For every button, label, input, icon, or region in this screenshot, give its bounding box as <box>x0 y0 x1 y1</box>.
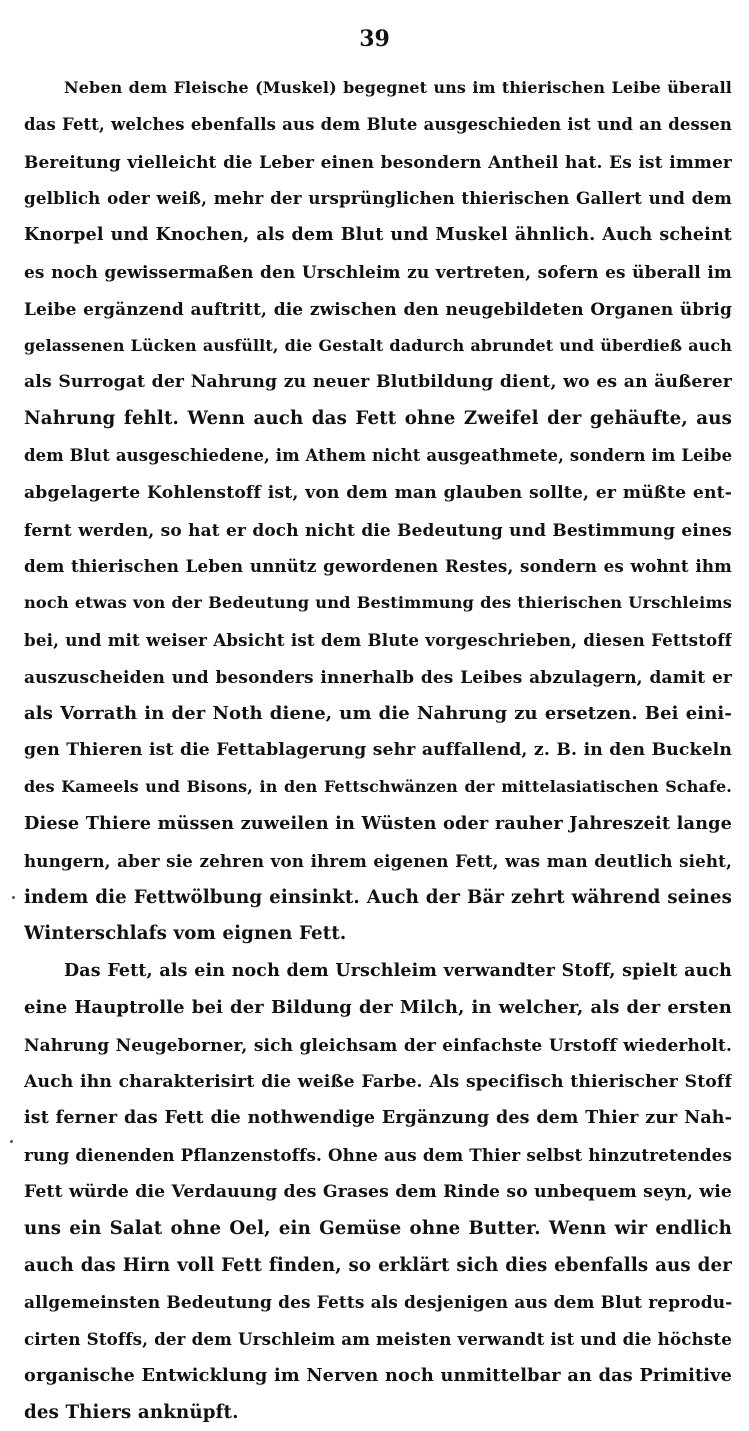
text-line: gen Thieren ist die Fettablagerung sehr auffallend, z. B. in den Buckeln <box>24 740 732 761</box>
text-line: dem thierischen Leben unnütz gewordenen Restes, sondern es wohnt ihm <box>24 556 732 577</box>
text-line: gelassenen Lücken ausfüllt, die Gestalt dadurch abrundet und überdieß auch <box>24 335 732 355</box>
paragraph-1 <box>24 70 732 953</box>
text-line: cirten Stoffs, der dem Urschleim am meisten verwandt ist und die höchste <box>24 1329 732 1350</box>
text-line: dem Blut ausgeschiedene, im Athem nicht ausgeathmete, sondern im Leibe <box>24 445 732 465</box>
text-line: Bereitung vielleicht die Leber einen besondern Antheil hat. Es ist immer <box>24 151 732 172</box>
text-line: auszuscheiden und besonders innerhalb des Leibes abzulagern, damit er <box>24 666 732 687</box>
text-line: bei, und mit weiser Absicht ist dem Blute vorgeschrieben, diesen Fettstoff <box>24 629 732 650</box>
text-line: fernt werden, so hat er doch nicht die Bedeutung und Bestimmung eines <box>24 519 732 540</box>
text-line: des Kameels und Bisons, in den Fettschwänzen der mittelasiatischen Schafe. <box>24 777 732 797</box>
page-number: 39 <box>359 26 390 52</box>
text-line: Nahrung Neugeborner, sich gleichsam der einfachste Urstoff wiederholt. <box>24 1034 732 1055</box>
text-line: hungern, aber sie zehren von ihrem eigenen Fett, was man deutlich sieht, <box>24 850 732 871</box>
text-line: als Surrogat der Nahrung zu neuer Blutbildung dient, wo es an äußerer <box>24 372 732 393</box>
text-line: Nahrung fehlt. Wenn auch das Fett ohne Zweifel der gehäufte, aus <box>24 408 732 430</box>
text-line: des Thiers anknüpft. <box>24 1401 239 1423</box>
text-line: auch das Hirn voll Fett finden, so erklärt sich dies ebenfalls aus der <box>24 1254 732 1276</box>
text-line: Das Fett, als ein noch dem Urschleim verwandter Stoff, spielt auch <box>64 961 732 982</box>
text-line: Winterschlafs vom eignen Fett. <box>24 923 347 945</box>
text-line: abgelagerte Kohlenstoff ist, von dem man glauben sollte, er müßte ent- <box>24 482 732 503</box>
text-line: Fett würde die Verdauung des Grases dem Rinde so unbequem seyn, wie <box>24 1181 732 1202</box>
body-text <box>24 70 732 1431</box>
text-line: Knorpel und Knochen, als dem Blut und Muskel ähnlich. Auch scheint <box>24 225 732 246</box>
text-line: es noch gewissermaßen den Urschleim zu vertreten, sofern es überall im <box>24 261 732 282</box>
text-line: als Vorrath in der Noth diene, um die Nahrung zu ersetzen. Bei eini- <box>24 702 732 724</box>
text-line: das Fett, welches ebenfalls aus dem Blute ausgeschieden ist und an dessen <box>24 114 732 134</box>
print-speck <box>12 896 15 899</box>
text-line: gelblich oder weiß, mehr der ursprünglichen thierischen Gallert und dem <box>24 188 732 209</box>
paragraph-2 <box>24 953 732 1431</box>
text-line: eine Hauptrolle bei der Bildung der Milch, in welcher, als der ersten <box>24 996 732 1018</box>
text-line: indem die Fettwölbung einsinkt. Auch der Bär zehrt während seines <box>24 886 732 908</box>
text-line: uns ein Salat ohne Oel, ein Gemüse ohne Butter. Wenn wir endlich <box>24 1217 732 1239</box>
text-line: Leibe ergänzend auftritt, die zwischen den neugebildeten Organen übrig <box>24 298 732 319</box>
print-speck <box>10 1140 13 1143</box>
text-line: organische Entwicklung im Nerven noch unmittelbar an das Primitive <box>24 1364 732 1386</box>
text-line: rung dienenden Pflanzenstoffs. Ohne aus dem Thier selbst hinzutretendes <box>24 1145 732 1166</box>
text-line: noch etwas von der Bedeutung und Bestimmung des thierischen Urschleims <box>24 593 732 613</box>
text-line: allgemeinsten Bedeutung des Fetts als desjenigen aus dem Blut reprodu- <box>24 1292 732 1313</box>
text-line: ist ferner das Fett die nothwendige Ergänzung des dem Thier zur Nah- <box>24 1108 732 1129</box>
text-line: Auch ihn charakterisirt die weiße Farbe. Als specifisch thierischer Stoff <box>24 1071 732 1092</box>
text-line: Neben dem Fleische (Muskel) begegnet uns im thierischen Leibe überall <box>64 78 732 97</box>
text-line: Diese Thiere müssen zuweilen in Wüsten oder rauher Jahreszeit lange <box>24 812 732 834</box>
